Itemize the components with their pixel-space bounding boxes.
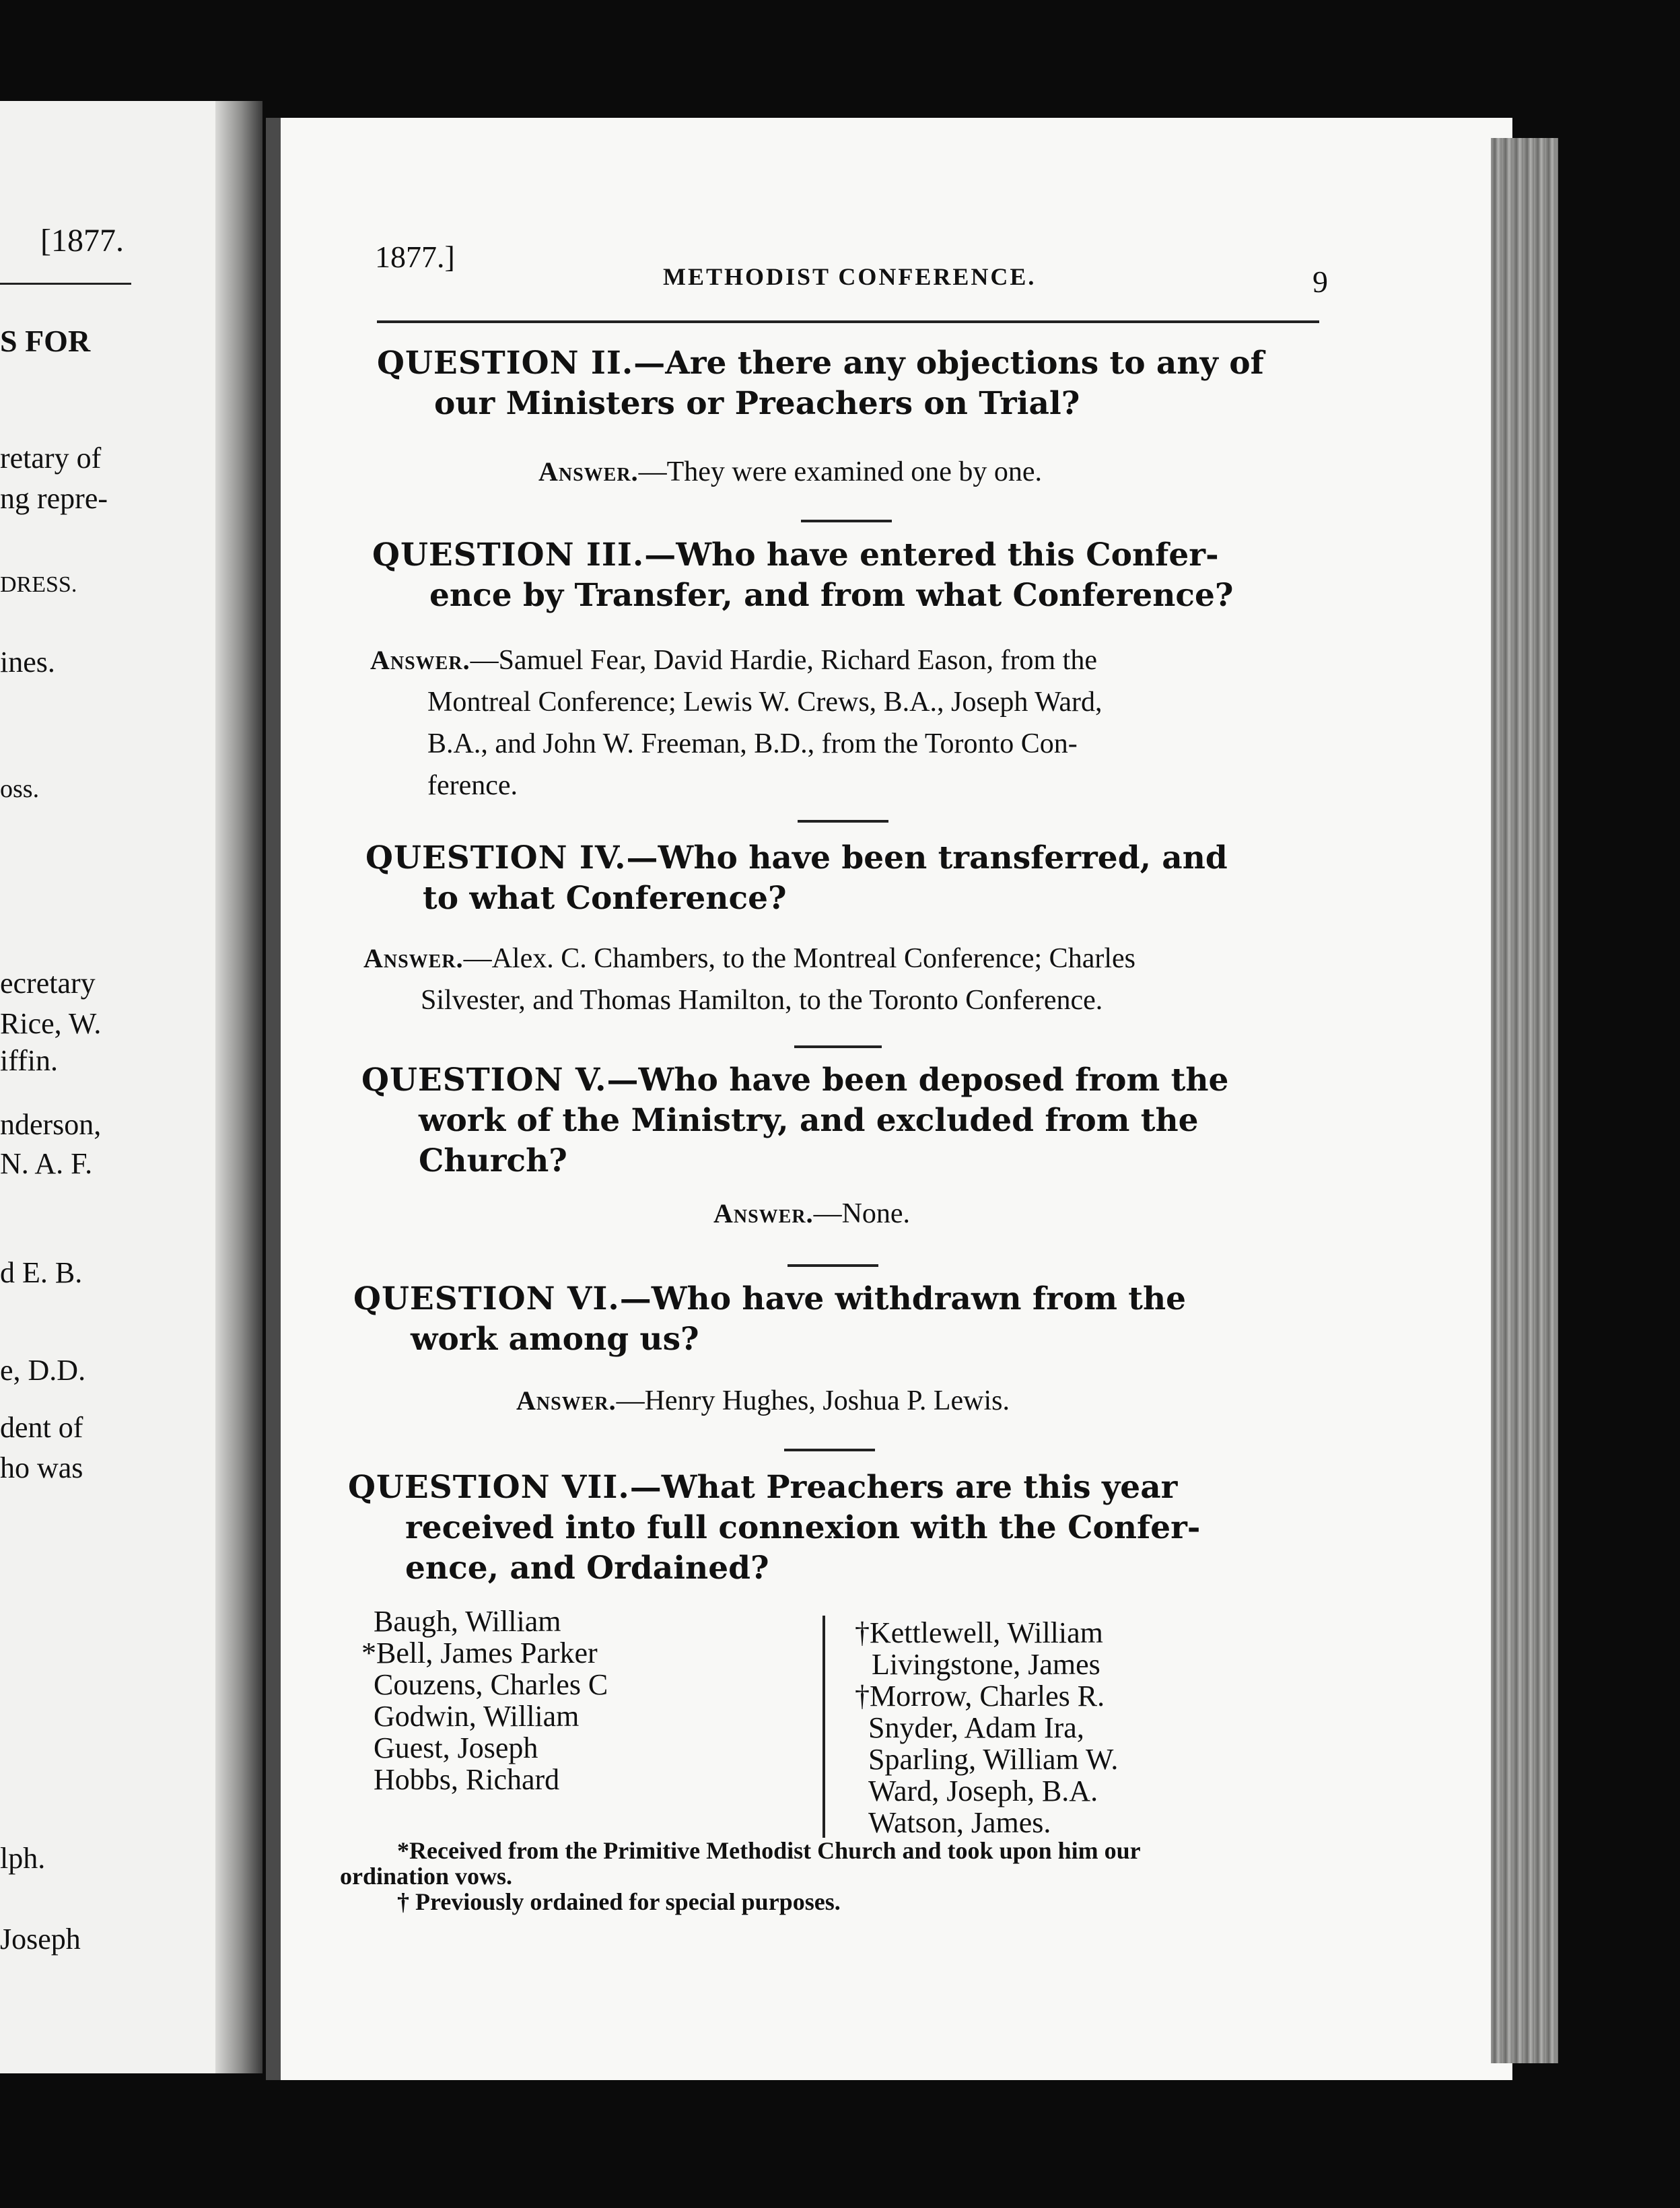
footnote-dagger: † Previously ordained for special purposes. xyxy=(397,1888,841,1915)
answer-text: —Alex. C. Chambers, to the Montreal Conference; Charles xyxy=(463,943,1135,974)
list-item: Baugh, William xyxy=(374,1605,561,1638)
question-label: QUESTION VII. xyxy=(348,1469,630,1506)
header-rule xyxy=(377,320,1319,323)
left-facing-page xyxy=(0,101,252,2073)
answer-text: B.A., and John W. Freeman, B.D., from the Toronto Con- xyxy=(427,728,1078,759)
list-item: †Kettlewell, William xyxy=(855,1616,1103,1649)
ordained-list-right xyxy=(855,1617,1118,1838)
book-gutter xyxy=(215,101,262,2073)
list-item: Hobbs, Richard xyxy=(374,1763,560,1796)
answer-text: Silvester, and Thomas Hamilton, to the Toronto Conference. xyxy=(421,985,1103,1016)
answer-3 xyxy=(370,640,1102,806)
left-page-line: e, D.D. xyxy=(0,1354,86,1387)
answer-text: —None. xyxy=(813,1198,911,1229)
left-page-line: DRESS. xyxy=(0,572,77,597)
answer-text: —Samuel Fear, David Hardie, Richard Eason, from the xyxy=(470,645,1097,676)
left-page-line: retary of xyxy=(0,442,102,475)
question-text: work among us? xyxy=(411,1321,699,1358)
question-6 xyxy=(353,1279,1186,1360)
question-text: ence, and Ordained? xyxy=(405,1550,769,1587)
left-page-line: S FOR xyxy=(0,324,91,358)
list-item: †Morrow, Charles R. xyxy=(855,1680,1105,1713)
list-item: Godwin, William xyxy=(374,1700,580,1733)
answer-label: Answer. xyxy=(538,456,639,487)
left-page-line: iffin. xyxy=(0,1044,58,1077)
question-text: —Who have withdrawn from the xyxy=(619,1280,1187,1317)
footnotes xyxy=(340,1838,1141,1914)
question-text: —Who have entered this Confer- xyxy=(644,537,1219,574)
question-label: QUESTION II. xyxy=(377,345,634,382)
question-text: to what Conference? xyxy=(423,880,787,917)
answer-2 xyxy=(538,451,1042,493)
left-page-line: dent of xyxy=(0,1411,83,1444)
section-separator xyxy=(798,820,888,823)
left-page-line: nderson, xyxy=(0,1108,102,1141)
question-text: —Who have been transferred, and xyxy=(626,839,1228,876)
answer-label: Answer. xyxy=(516,1385,617,1416)
question-label: QUESTION IV. xyxy=(365,839,627,876)
left-page-line: lph. xyxy=(0,1842,46,1875)
page-edge xyxy=(1491,138,1558,2063)
left-page-line: ho was xyxy=(0,1451,83,1484)
left-page-line: ng repre- xyxy=(0,482,108,515)
list-item: Sparling, William W. xyxy=(868,1743,1119,1776)
left-page-line: [1877. xyxy=(40,223,124,258)
running-head-year: 1877.] xyxy=(375,240,455,274)
section-separator xyxy=(784,1449,875,1451)
list-item: *Bell, James Parker xyxy=(361,1636,598,1669)
answer-4 xyxy=(363,938,1135,1021)
answer-label: Answer. xyxy=(363,943,464,973)
list-item: Couzens, Charles C xyxy=(374,1668,608,1701)
list-item: Snyder, Adam Ira, xyxy=(868,1711,1084,1744)
left-page-line: N. A. F. xyxy=(0,1147,93,1180)
answer-label: Answer. xyxy=(713,1198,814,1229)
question-7 xyxy=(348,1468,1200,1589)
section-separator xyxy=(794,1045,882,1048)
question-text: —Who have been deposed from the xyxy=(606,1062,1229,1099)
list-item: Livingstone, James xyxy=(872,1648,1100,1681)
answer-6 xyxy=(516,1380,1010,1422)
section-separator xyxy=(788,1264,878,1267)
question-5 xyxy=(361,1060,1228,1181)
answer-text: Montreal Conference; Lewis W. Crews, B.A., Joseph Ward, xyxy=(427,687,1102,718)
left-page-line: Rice, W. xyxy=(0,1007,102,1040)
question-text: —What Preachers are this year xyxy=(629,1469,1178,1506)
answer-text: —Henry Hughes, Joshua P. Lewis. xyxy=(616,1385,1010,1416)
question-label: QUESTION V. xyxy=(361,1062,607,1099)
left-page-line: Joseph xyxy=(0,1923,81,1956)
question-text: received into full connexion with the Confer- xyxy=(405,1509,1201,1546)
question-label: QUESTION VI. xyxy=(353,1280,620,1317)
footnote-star: *Received from the Primitive Methodist Church and took upon him our xyxy=(397,1837,1141,1864)
page-number: 9 xyxy=(1312,265,1328,299)
column-divider xyxy=(823,1616,825,1838)
left-page-line: oss. xyxy=(0,775,40,803)
list-item: Guest, Joseph xyxy=(374,1731,538,1764)
ordained-list-left xyxy=(361,1605,608,1796)
question-4 xyxy=(365,838,1228,919)
question-text: —Are there any objections to any of xyxy=(633,345,1264,382)
question-label: QUESTION III. xyxy=(372,537,645,574)
question-text: Church? xyxy=(419,1142,567,1179)
left-page-rule xyxy=(0,283,131,285)
left-page-line: ecretary xyxy=(0,967,96,1000)
running-head-title: METHODIST CONFERENCE. xyxy=(663,263,1037,290)
answer-text: ference. xyxy=(427,770,518,801)
list-item: Watson, James. xyxy=(868,1806,1051,1839)
question-text: work of the Ministry, and excluded from the xyxy=(419,1102,1199,1139)
answer-label: Answer. xyxy=(370,645,470,675)
answer-5 xyxy=(713,1193,910,1235)
left-page-line: ines. xyxy=(0,646,55,679)
answer-text: —They were examined one by one. xyxy=(638,456,1043,487)
section-separator xyxy=(801,520,892,522)
question-3 xyxy=(372,535,1233,616)
list-item: Ward, Joseph, B.A. xyxy=(868,1774,1098,1807)
question-text: our Ministers or Preachers on Trial? xyxy=(434,385,1080,422)
question-2 xyxy=(377,343,1264,424)
left-page-line: d E. B. xyxy=(0,1256,83,1289)
footnote-star-continued: ordination vows. xyxy=(340,1863,513,1890)
question-text: ence by Transfer, and from what Conference? xyxy=(429,577,1234,614)
